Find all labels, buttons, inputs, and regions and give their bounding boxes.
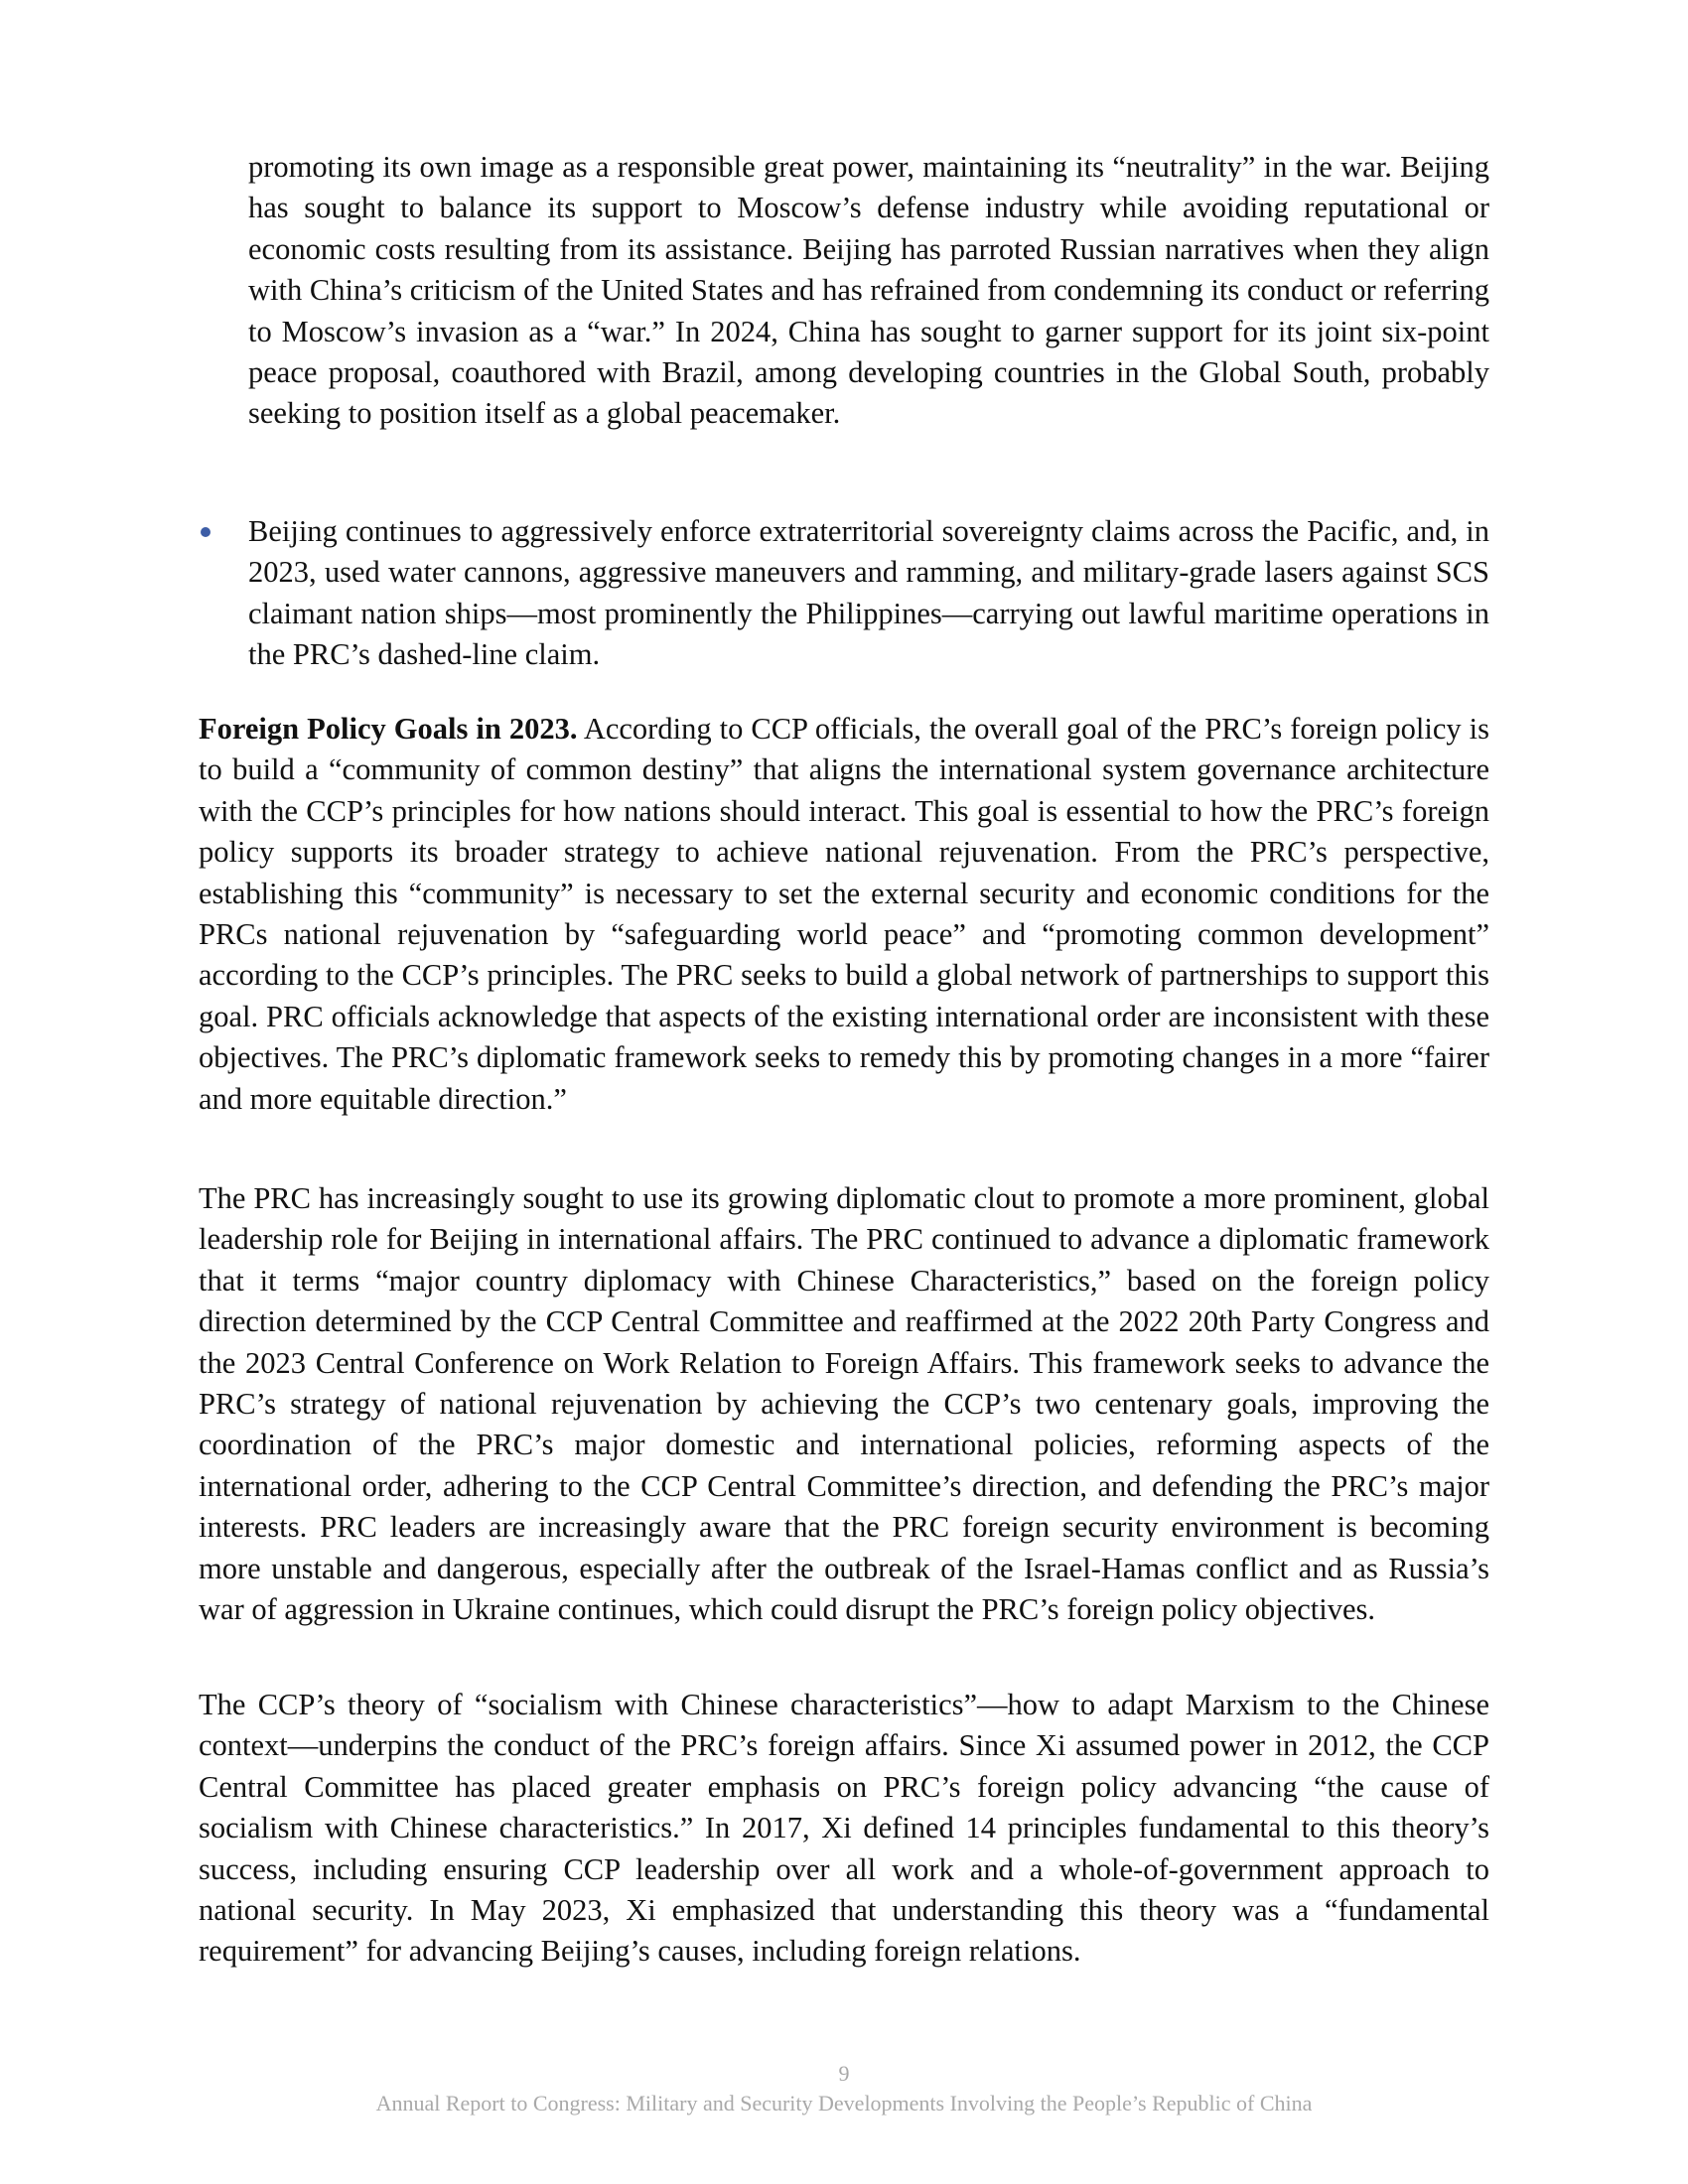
bullet-marker-icon <box>201 527 211 537</box>
page-number: 9 <box>838 2061 850 2086</box>
footer-report-title: Annual Report to Congress: Military and Security Developments Involving the People’s Republic of China <box>375 2091 1313 2116</box>
paragraph-foreign-policy-goals <box>199 709 1489 1120</box>
bullet-continuation-text: promoting its own image as a responsible great power, maintaining its “neutrality” in the war. Beijing has sought to balance its support to Moscow’s defense industry while avoiding reputational or economic costs resulting from its assistance. Beijing has parroted Russian narratives when they align with China’s criticism of the United States and has refrained from condemning its conduct or referring to Moscow’s invasion as a “war.” In 2024, China has sought to garner support for its joint six-point peace proposal, coauthored with Brazil, among developing countries in the Global South, probably seeking to position itself as a global peacemaker. <box>248 150 1489 431</box>
paragraph-text: According to CCP officials, the overall goal of the PRC’s foreign policy is to build a “community of common destiny” that aligns the international system governance architecture with the CCP’s principles for how nations should interact. This goal is essential to how the PRC’s foreign policy supports its broader strategy to achieve national rejuvenation. From the PRC’s perspective, establishing this “community” is necessary to set the external security and economic conditions for the PRCs national rejuvenation by “safeguarding world peace” and “promoting common development” according to the CCP’s principles. The PRC seeks to build a global network of partnerships to support this goal. PRC officials acknowledge that aspects of the existing international order are inconsistent with these objectives. The PRC’s diplomatic framework seeks to remedy this by promoting changes in a more “fairer and more equitable direction.” <box>199 712 1489 1116</box>
paragraph-diplomatic-clout: The PRC has increasingly sought to use its growing diplomatic clout to promote a more prominent, global leadership role for Beijing in international affairs. The PRC continued to advance a diplomatic framework that it terms “major country diplomacy with Chinese Characteristics,” based on the foreign policy direction determined by the CCP Central Committee and reaffirmed at the 2022 20th Party Congress and the 2023 Central Conference on Work Relation to Foreign Affairs. This framework seeks to advance the PRC’s strategy of national rejuvenation by achieving the CCP’s two centenary goals, improving the coordination of the PRC’s major domestic and international policies, reforming aspects of the international order, adhering to the CCP Central Committee’s direction, and defending the PRC’s major interests. PRC leaders are increasingly aware that the PRC foreign security environment is becoming more unstable and dangerous, especially after the outbreak of the Israel-Hamas conflict and as Russia’s war of aggression in Ukraine continues, which could disrupt the PRC’s foreign policy objectives. <box>199 1181 1489 1627</box>
paragraph-ccp-theory: The CCP’s theory of “socialism with Chinese characteristics”—how to adapt Marxism to the Chinese context—underpins the conduct of the PRC’s foreign affairs. Since Xi assumed power in 2012, the CCP Central Committee has placed greater emphasis on PRC’s foreign policy advancing “the cause of socialism with Chinese characteristics.” In 2017, Xi defined 14 principles fundamental to this theory’s success, including ensuring CCP leadership over all work and a whole-of-government approach to national security. In May 2023, Xi emphasized that understanding this theory was a “fundamental requirement” for advancing Beijing’s causes, including foreign relations. <box>199 1688 1489 1969</box>
section-heading: Foreign Policy Goals in 2023. <box>199 712 578 746</box>
bullet-item-text: Beijing continues to aggressively enforce extraterritorial sovereignty claims across the Pacific, and, in 2023, used water cannons, aggressive maneuvers and ramming, and military-grade lasers against SCS claimant nation ships—most prominently the Philippines—carrying out lawful maritime operations in the PRC’s dashed-line claim. <box>248 514 1489 672</box>
